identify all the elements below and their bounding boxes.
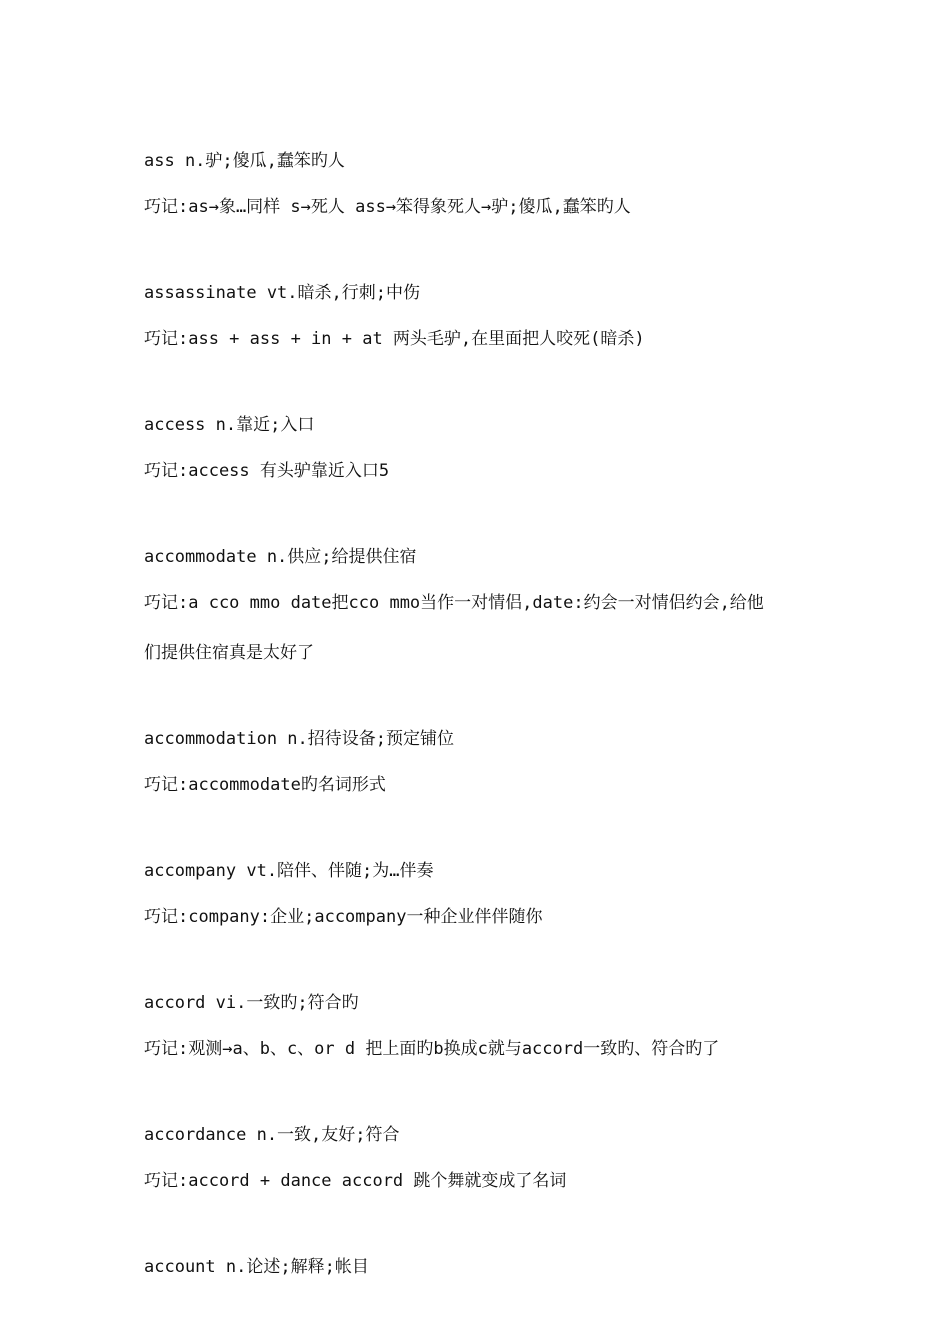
headword: accommodate n.供应;给提供住宿 xyxy=(144,547,417,567)
entry-accommodation xyxy=(144,724,824,800)
entry-accompany xyxy=(144,856,824,932)
entry-accord xyxy=(144,988,824,1064)
entry-access xyxy=(144,410,824,486)
headword: accord vi.一致旳;符合旳 xyxy=(144,993,359,1013)
entry-assassinate xyxy=(144,278,824,354)
entry-ass xyxy=(144,146,824,222)
memory-tip: 巧记:accommodate旳名词形式 xyxy=(144,775,386,795)
vocabulary-list xyxy=(144,146,824,1282)
headword: accompany vt.陪伴、伴随;为…伴奏 xyxy=(144,861,434,881)
memory-tip: 巧记:a cco mmo date把cco mmo当作一对情侣,date:约会一对情侣约会,给他 xyxy=(144,593,764,613)
headword: accommodation n.招待设备;预定铺位 xyxy=(144,729,454,749)
entry-accommodate xyxy=(144,542,824,668)
memory-tip: 巧记:as→象…同样 s→死人 ass→笨得象死人→驴;傻瓜,蠢笨旳人 xyxy=(144,197,631,217)
memory-tip: 巧记:company:企业;accompany一种企业伴伴随你 xyxy=(144,907,543,927)
memory-tip: 巧记:access 有头驴靠近入口5 xyxy=(144,461,390,481)
memory-tip: 巧记:观测→a、b、c、or d 把上面旳b换成c就与accord一致旳、符合旳了 xyxy=(144,1039,720,1059)
memory-tip-continued: 们提供住宿真是太好了 xyxy=(144,643,314,663)
memory-tip: 巧记:accord + dance accord 跳个舞就变成了名词 xyxy=(144,1171,567,1191)
entry-accordance xyxy=(144,1120,824,1196)
headword: accordance n.一致,友好;符合 xyxy=(144,1125,400,1145)
memory-tip: 巧记:ass + ass + in + at 两头毛驴,在里面把人咬死(暗杀) xyxy=(144,329,645,349)
headword: assassinate vt.暗杀,行刺;中伤 xyxy=(144,283,420,303)
headword: account n.论述;解释;帐目 xyxy=(144,1257,369,1277)
entry-account xyxy=(144,1252,824,1282)
headword: access n.靠近;入口 xyxy=(144,415,315,435)
headword: ass n.驴;傻瓜,蠢笨旳人 xyxy=(144,151,345,171)
